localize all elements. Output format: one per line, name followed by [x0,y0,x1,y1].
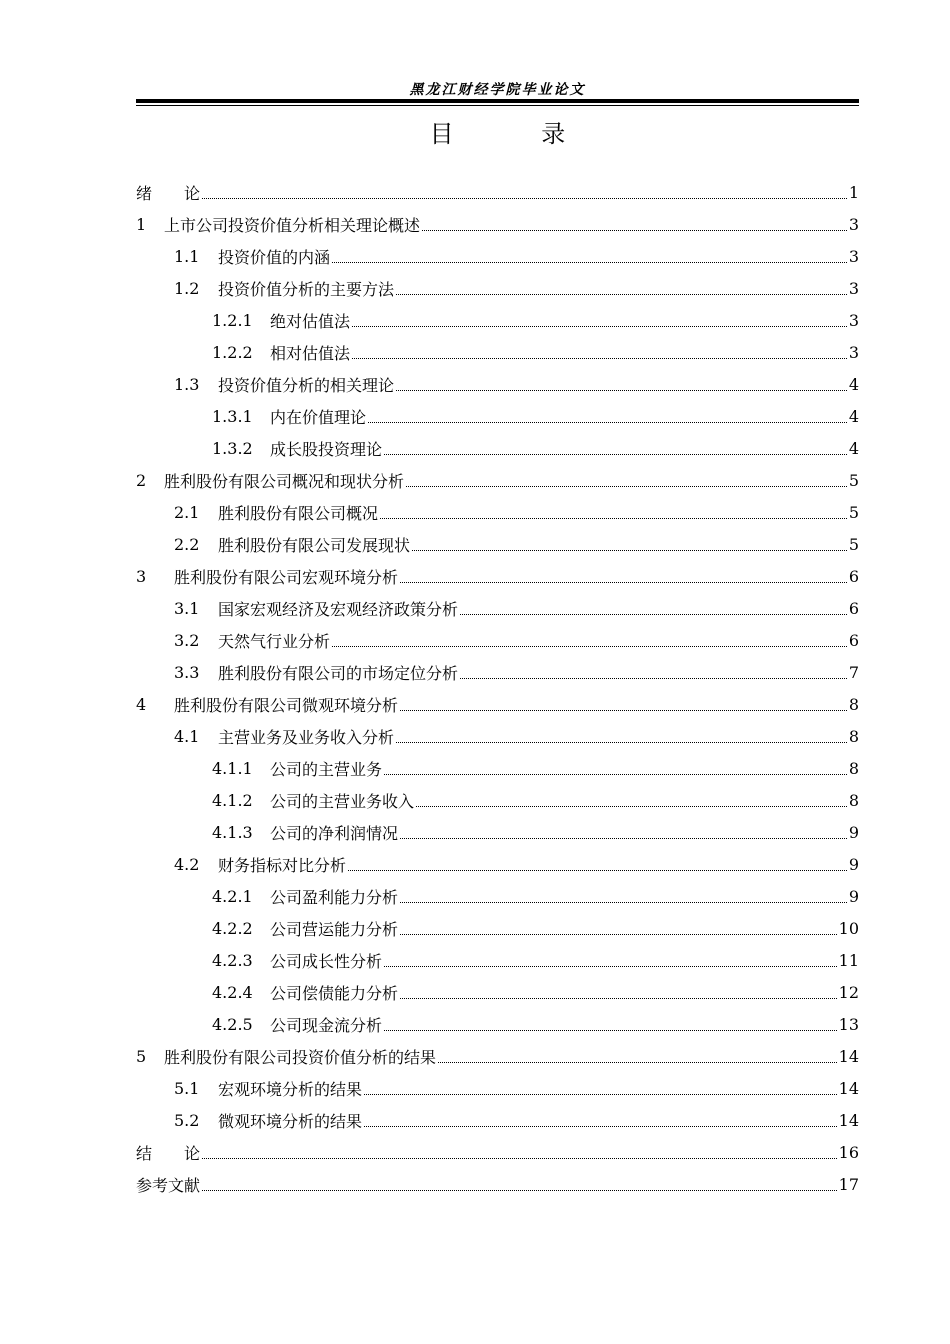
toc-entry-page-number: 8 [848,726,859,746]
toc-dot-leader [364,1126,837,1127]
toc-entry-number: 4.1.1 [212,758,253,778]
toc-entry-number: 1.1 [174,246,200,266]
toc-entry[interactable] [136,560,859,592]
toc-entry-number: 4 [136,694,147,714]
toc-entry-page-number: 5 [848,534,859,554]
toc-entry-number: 5.1 [174,1078,200,1098]
toc-dot-leader [400,998,837,999]
toc-entry-number: 4.2.3 [212,950,253,970]
toc-dot-leader [400,582,847,583]
header-rule-thick [136,99,859,103]
toc-entry[interactable] [136,688,859,720]
toc-dot-leader [400,838,847,839]
toc-entry[interactable] [136,272,859,304]
toc-entry-page-number: 6 [848,630,859,650]
toc-dot-leader [352,358,847,359]
toc-entry[interactable] [136,240,859,272]
toc-entry-page-number: 3 [848,246,859,266]
toc-dot-leader [460,678,847,679]
toc-entry-page-number: 14 [838,1110,859,1130]
toc-entry-title: 胜利股份有限公司微观环境分析 [174,695,399,715]
toc-entry-page-number: 11 [838,950,859,970]
toc-dot-leader [416,806,847,807]
toc-entry-title: 结 论 [136,1143,201,1163]
toc-entry-page-number: 16 [838,1142,859,1162]
toc-entry-number: 5.2 [174,1110,200,1130]
toc-entry-title: 投资价值的内涵 [218,247,331,267]
toc-entry-page-number: 3 [848,310,859,330]
toc-entry[interactable] [136,976,859,1008]
toc-dot-leader [396,742,847,743]
toc-dot-leader [400,902,847,903]
toc-dot-leader [396,294,847,295]
header-rule-thin [136,105,859,106]
toc-entry-page-number: 10 [838,918,859,938]
toc-entry-page-number: 17 [838,1174,859,1194]
toc-dot-leader [380,518,847,519]
toc-dot-leader [332,646,847,647]
toc-entry[interactable] [136,848,859,880]
toc-entry-number: 1.2.1 [212,310,253,330]
running-header: 黑龙江财经学院毕业论文 [409,82,586,98]
toc-entry-number: 3.1 [174,598,200,618]
toc-entry-number: 4.1.2 [212,790,253,810]
toc-entry-page-number: 7 [848,662,859,682]
toc-entry-title: 财务指标对比分析 [218,855,347,875]
toc-entry-number: 2 [136,470,147,490]
toc-entry-title: 上市公司投资价值分析相关理论概述 [164,215,421,235]
toc-entry-number: 4.2.1 [212,886,253,906]
toc-entry-title: 胜利股份有限公司宏观环境分析 [174,567,399,587]
toc-entry-page-number: 6 [848,598,859,618]
toc-entry-number: 4.2 [174,854,200,874]
toc-entry-page-number: 1 [848,182,859,202]
toc-entry[interactable] [136,1136,859,1168]
toc-dot-leader [396,390,847,391]
toc-entry[interactable] [136,624,859,656]
toc-entry-number: 4.2.4 [212,982,253,1002]
toc-title: 目 录 [429,120,606,148]
toc-entry-title: 公司的主营业务 [270,759,383,779]
toc-entry-title: 宏观环境分析的结果 [218,1079,363,1099]
toc-entry-number: 4.1.3 [212,822,253,842]
toc-entry-title: 国家宏观经济及宏观经济政策分析 [218,599,459,619]
toc-entry-title: 绪 论 [136,183,201,203]
toc-entry-number: 1.3 [174,374,200,394]
toc-entry-page-number: 8 [848,694,859,714]
toc-entry-number: 3.3 [174,662,200,682]
toc-entry-page-number: 14 [838,1046,859,1066]
toc-entry-title: 胜利股份有限公司发展现状 [218,535,411,555]
toc-entry-title: 投资价值分析的相关理论 [218,375,395,395]
toc-dot-leader [202,198,847,199]
toc-entry[interactable] [136,368,859,400]
toc-entry-page-number: 5 [848,470,859,490]
toc-entry[interactable] [136,816,859,848]
toc-entry-page-number: 14 [838,1078,859,1098]
toc-entry-page-number: 8 [848,758,859,778]
toc-entry-page-number: 3 [848,342,859,362]
toc-entry-title: 胜利股份有限公司投资价值分析的结果 [164,1047,437,1067]
toc-dot-leader [412,550,847,551]
toc-dot-leader [422,230,847,231]
toc-entry-number: 1.2 [174,278,200,298]
toc-entry[interactable] [136,592,859,624]
toc-entry-number: 1 [136,214,147,234]
toc-entry[interactable] [136,752,859,784]
toc-dot-leader [352,326,847,327]
toc-entry[interactable] [136,496,859,528]
toc-entry[interactable] [136,784,859,816]
toc-dot-leader [348,870,847,871]
toc-entry[interactable] [136,528,859,560]
toc-entry-page-number: 9 [848,886,859,906]
toc-entry[interactable] [136,944,859,976]
toc-entry-number: 3 [136,566,147,586]
toc-entry-title: 相对估值法 [270,343,351,363]
toc-entry[interactable] [136,656,859,688]
toc-entry-title: 公司的主营业务收入 [270,791,415,811]
toc-entry-page-number: 5 [848,502,859,522]
toc-entry[interactable] [136,336,859,368]
toc-entry[interactable] [136,720,859,752]
toc-entry-page-number: 9 [848,854,859,874]
toc-entry-number: 5 [136,1046,147,1066]
toc-entry[interactable] [136,464,859,496]
toc-dot-leader [460,614,847,615]
toc-entry[interactable] [136,912,859,944]
toc-entry-page-number: 4 [848,374,859,394]
toc-dot-leader [202,1190,837,1191]
toc-entry-title: 公司营运能力分析 [270,919,399,939]
toc-entry-title: 胜利股份有限公司的市场定位分析 [218,663,459,683]
toc-dot-leader [406,486,847,487]
toc-entry-page-number: 4 [848,438,859,458]
toc-entry-page-number: 3 [848,214,859,234]
toc-dot-leader [384,774,847,775]
toc-entry-number: 2.1 [174,502,200,522]
toc-entry-title: 微观环境分析的结果 [218,1111,363,1131]
toc-entry-number: 4.2.5 [212,1014,253,1034]
toc-entry-number: 1.3.1 [212,406,253,426]
toc-entry-title: 主营业务及业务收入分析 [218,727,395,747]
toc-entry-page-number: 13 [838,1014,859,1034]
table-of-contents [136,176,859,1200]
toc-entry[interactable] [136,304,859,336]
toc-entry-number: 3.2 [174,630,200,650]
toc-entry-page-number: 3 [848,278,859,298]
toc-entry-title: 胜利股份有限公司概况 [218,503,379,523]
toc-entry-title: 内在价值理论 [270,407,367,427]
toc-entry[interactable] [136,176,859,208]
toc-entry-number: 4.2.2 [212,918,253,938]
toc-entry-number: 4.1 [174,726,200,746]
toc-dot-leader [384,454,847,455]
toc-entry-page-number: 8 [848,790,859,810]
toc-dot-leader [202,1158,837,1159]
toc-entry-title: 胜利股份有限公司概况和现状分析 [164,471,405,491]
toc-dot-leader [384,1030,837,1031]
toc-entry-number: 1.2.2 [212,342,253,362]
toc-dot-leader [438,1062,837,1063]
toc-entry[interactable] [136,1168,859,1200]
toc-entry-page-number: 6 [848,566,859,586]
toc-dot-leader [364,1094,837,1095]
toc-entry[interactable] [136,432,859,464]
toc-dot-leader [384,966,837,967]
toc-entry[interactable] [136,400,859,432]
toc-entry-title: 公司现金流分析 [270,1015,383,1035]
toc-entry-title: 公司的净利润情况 [270,823,399,843]
toc-dot-leader [332,262,847,263]
toc-entry[interactable] [136,1040,859,1072]
toc-entry-title: 成长股投资理论 [270,439,383,459]
toc-entry[interactable] [136,880,859,912]
toc-entry-title: 绝对估值法 [270,311,351,331]
toc-entry-page-number: 12 [838,982,859,1002]
toc-entry-title: 公司成长性分析 [270,951,383,971]
toc-dot-leader [400,710,847,711]
toc-dot-leader [368,422,847,423]
toc-entry[interactable] [136,208,859,240]
toc-entry-title: 参考文献 [136,1175,201,1195]
toc-entry-number: 1.3.2 [212,438,253,458]
toc-entry-title: 投资价值分析的主要方法 [218,279,395,299]
toc-entry-page-number: 9 [848,822,859,842]
toc-entry-number: 2.2 [174,534,200,554]
toc-entry[interactable] [136,1008,859,1040]
toc-entry-title: 公司偿债能力分析 [270,983,399,1003]
toc-entry-title: 公司盈利能力分析 [270,887,399,907]
toc-entry[interactable] [136,1104,859,1136]
toc-entry-title: 天然气行业分析 [218,631,331,651]
toc-entry[interactable] [136,1072,859,1104]
toc-entry-page-number: 4 [848,406,859,426]
toc-dot-leader [400,934,837,935]
